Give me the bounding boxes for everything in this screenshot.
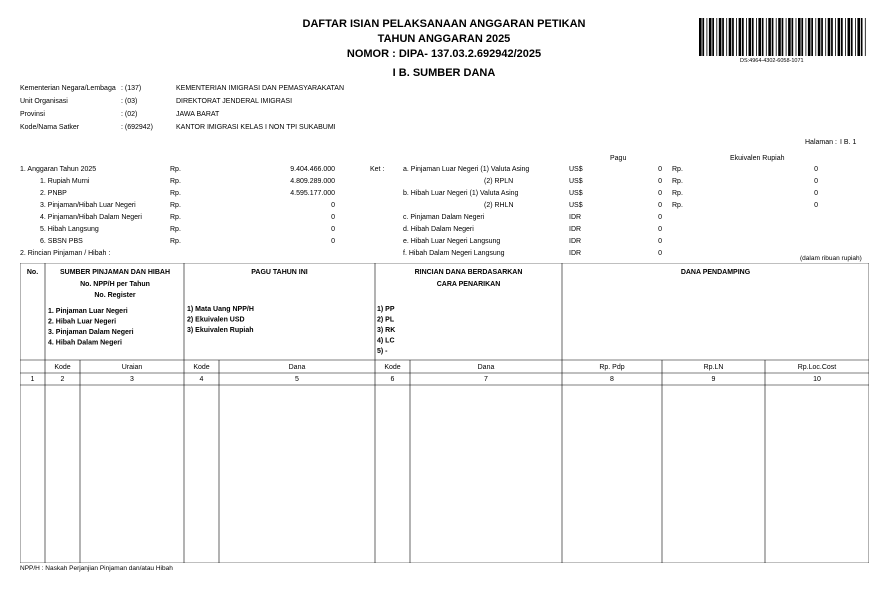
ket-ekuivalen: 0 (814, 190, 818, 197)
ket-label-item: e. Hibah Luar Negeri Langsung (403, 238, 501, 245)
sub-header: Kode (54, 364, 71, 371)
column-number: 4 (199, 376, 204, 383)
info-label: Kode/Nama Satker (20, 124, 80, 131)
anggaran-currency: Rp. (170, 238, 181, 245)
rincian-item: 2) PL (377, 316, 395, 324)
rincian-item: 1) PP (377, 306, 395, 313)
title-line-4: I B. SUMBER DANA (392, 67, 496, 79)
header-rincian-2: CARA PENARIKAN (436, 281, 501, 288)
ket-pagu: 0 (658, 178, 662, 185)
ket-currency: IDR (569, 238, 582, 245)
ket-pagu: 0 (658, 166, 662, 173)
sub-header: Rp. Pdp (599, 364, 625, 371)
sumber-item: 2. Hibah Luar Negeri (48, 318, 117, 326)
anggaran-currency: Rp. (170, 190, 181, 197)
title-line-3: NOMOR : DIPA- 137.03.2.692942/2025 (346, 48, 542, 60)
header-no: No. (26, 269, 39, 276)
anggaran-currency: Rp. (170, 178, 181, 185)
ket-pagu: 0 (658, 214, 662, 221)
anggaran-amount: 0 (331, 238, 335, 245)
ket-ekuivalen: 0 (814, 166, 818, 173)
ket-currency: IDR (569, 250, 582, 257)
column-number: 5 (295, 376, 299, 383)
pagu-item: 1) Mata Uang NPP/H (187, 306, 254, 313)
ket-label-item: d. Hibah Dalam Negeri (403, 226, 474, 233)
column-number: 3 (130, 376, 134, 383)
info-label: Kementerian Negara/Lembaga (20, 85, 116, 92)
anggaran-label: 4. Pinjaman/Hibah Dalam Negeri (40, 214, 142, 221)
footnote: NPP/H : Naskah Perjanjian Pinjaman dan/atau Hibah (20, 565, 173, 572)
anggaran-amount: 9.404.466.000 (290, 166, 335, 173)
info-code: : (137) (121, 85, 142, 92)
ket-currency: IDR (569, 226, 582, 233)
info-code: : (692942) (121, 124, 153, 131)
info-value: JAWA BARAT (176, 111, 220, 118)
rincian-item: 4) LC (377, 337, 395, 345)
column-number: 1 (30, 376, 35, 383)
column-number: 7 (484, 376, 488, 383)
ekuivalen-column-head: Ekuivalen Rupiah (730, 155, 785, 162)
rincian-item: 3) RK (377, 327, 396, 334)
column-number: 9 (711, 376, 716, 383)
anggaran-label: 1. Anggaran Tahun 2025 (20, 166, 97, 173)
ket-pagu: 0 (658, 202, 662, 209)
ket-rp: Rp. (672, 178, 683, 185)
header-pendamping: DANA PENDAMPING (680, 269, 751, 276)
anggaran-amount: 4.595.177.000 (290, 190, 335, 197)
anggaran-label: 5. Hibah Langsung (40, 226, 99, 233)
title-line-2: TAHUN ANGGARAN 2025 (377, 33, 511, 45)
ribuan-note: (dalam ribuan rupiah) (800, 255, 862, 262)
anggaran-amount: 0 (331, 202, 335, 209)
ket-pagu: 0 (658, 250, 662, 257)
anggaran-currency: Rp. (170, 202, 181, 209)
sub-header: Dana (477, 364, 495, 371)
anggaran-currency: Rp. (170, 214, 181, 221)
ket-pagu: 0 (658, 190, 662, 197)
ket-label-item: (2) RPLN (484, 178, 514, 185)
info-value: KANTOR IMIGRASI KELAS I NON TPI SUKABUMI (176, 124, 336, 131)
rincian-item: 5) - (377, 348, 388, 355)
info-value: KEMENTERIAN IMIGRASI DAN PEMASYARAKATAN (176, 85, 345, 92)
barcode-image (699, 18, 869, 56)
info-code: : (03) (121, 98, 138, 105)
anggaran-amount: 0 (331, 214, 335, 221)
sub-header: Kode (384, 364, 401, 371)
sub-header: Dana (288, 364, 306, 371)
anggaran-amount: 0 (331, 226, 335, 233)
ket-label-item: f. Hibah Dalam Negeri Langsung (403, 250, 505, 257)
info-label: Unit Organisasi (20, 98, 68, 105)
ket-rp: Rp. (672, 166, 683, 173)
sub-header: Uraian (121, 364, 143, 371)
info-value: DIREKTORAT JENDERAL IMIGRASI (176, 98, 293, 105)
document-signature-code: DS:4964-4302-6058-1071 (740, 58, 804, 64)
column-number: 10 (813, 376, 821, 383)
ket-currency: US$ (569, 166, 583, 173)
ket-rp: Rp. (672, 190, 683, 197)
anggaran-label: 2. Rincian Pinjaman / Hibah : (20, 250, 111, 257)
column-number: 2 (60, 376, 65, 383)
anggaran-currency: Rp. (170, 166, 181, 173)
sumber-item: 3. Pinjaman Dalam Negeri (48, 329, 134, 336)
pagu-item: 2) Ekuivalen USD (187, 316, 245, 324)
page-number: I B. 1 (840, 139, 857, 146)
column-number: 8 (610, 376, 614, 383)
ket-currency: US$ (569, 202, 583, 209)
pagu-item: 3) Ekuivalen Rupiah (187, 327, 254, 334)
ket-pagu: 0 (658, 226, 662, 233)
sub-header: Rp.LN (703, 364, 724, 371)
ket-currency: US$ (569, 190, 583, 197)
anggaran-label: 2. PNBP (40, 190, 67, 197)
sub-header: Kode (193, 364, 210, 371)
anggaran-label: 3. Pinjaman/Hibah Luar Negeri (40, 202, 136, 209)
info-code: : (02) (121, 111, 138, 118)
anggaran-amount: 4.809.289.000 (290, 178, 335, 185)
pagu-column-head: Pagu (610, 155, 627, 162)
sub-header: Rp.Loc.Cost (797, 364, 837, 371)
column-number: 6 (390, 376, 395, 383)
header-sumber-sub1: No. NPP/H per Tahun (80, 281, 150, 288)
ket-pagu: 0 (658, 238, 662, 245)
header-pagu: PAGU TAHUN INI (251, 269, 308, 276)
anggaran-label: 6. SBSN PBS (40, 238, 83, 245)
ket-label-item: a. Pinjaman Luar Negeri (1) Valuta Asing (403, 166, 530, 173)
ket-label-item: b. Hibah Luar Negeri (1) Valuta Asing (403, 190, 519, 197)
header-sumber: SUMBER PINJAMAN DAN HIBAH (59, 269, 171, 276)
ket-currency: US$ (569, 178, 583, 185)
ket-ekuivalen: 0 (814, 202, 818, 209)
ket-label-item: c. Pinjaman Dalam Negeri (403, 214, 485, 221)
anggaran-label: 1. Rupiah Murni (40, 178, 90, 185)
sumber-item: 1. Pinjaman Luar Negeri (48, 308, 128, 315)
ket-label: Ket : (370, 166, 385, 173)
sumber-dana-table (20, 263, 869, 563)
sumber-item: 4. Hibah Dalam Negeri (48, 339, 122, 347)
ket-label-item: (2) RHLN (484, 202, 514, 209)
anggaran-currency: Rp. (170, 226, 181, 233)
header-sumber-sub2: No. Register (94, 292, 136, 299)
title-line-1: DAFTAR ISIAN PELAKSANAAN ANGGARAN PETIKAN (302, 18, 586, 30)
ket-currency: IDR (569, 214, 582, 221)
header-rincian-1: RINCIAN DANA BERDASARKAN (414, 269, 523, 276)
ket-rp: Rp. (672, 202, 683, 209)
page-label: Halaman : (805, 139, 837, 146)
info-label: Provinsi (20, 111, 45, 118)
ket-ekuivalen: 0 (814, 178, 818, 185)
